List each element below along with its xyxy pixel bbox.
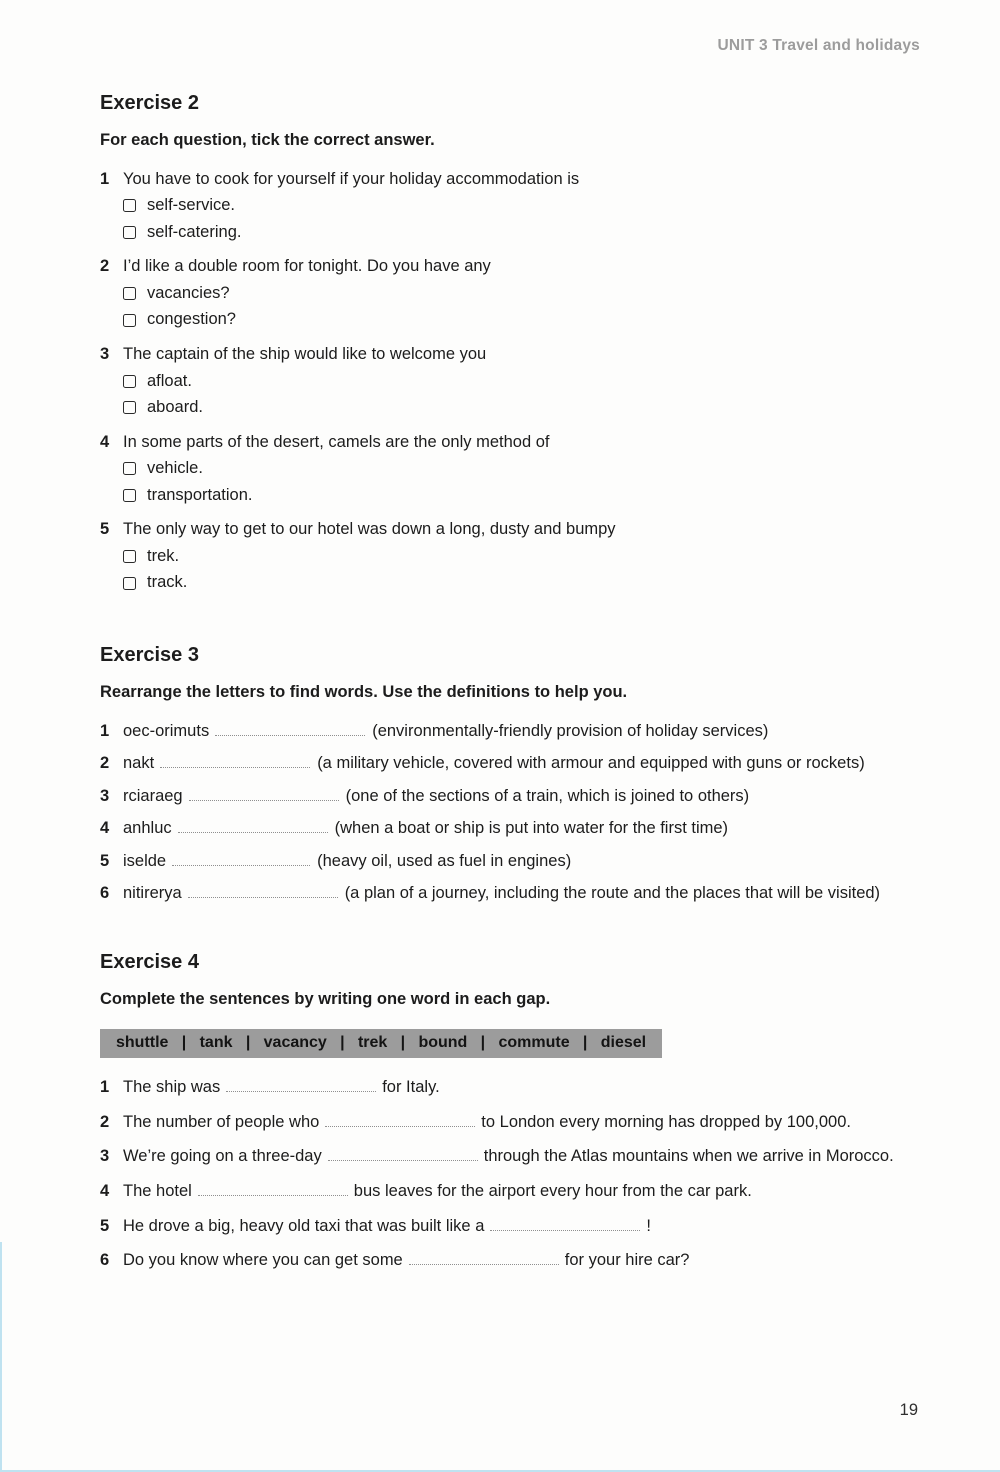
checkbox-icon[interactable]	[123, 550, 136, 563]
option-label: congestion?	[147, 310, 236, 329]
scrambled-word: rciaraeg	[123, 786, 183, 805]
gap-fill-sentence	[100, 1248, 908, 1274]
sentence-number: 6	[100, 1251, 110, 1270]
exercise-4-section	[100, 947, 908, 1274]
option-label: afloat.	[147, 371, 192, 390]
answer-option[interactable]	[123, 307, 908, 333]
exercise-4-title: Exercise 4	[100, 950, 199, 973]
checkbox-icon[interactable]	[123, 489, 136, 502]
item-number: 6	[100, 884, 110, 903]
checkbox-icon[interactable]	[123, 226, 136, 239]
answer-option[interactable]	[123, 544, 908, 570]
gap-fill-sentence	[100, 1075, 908, 1101]
sentence-number: 3	[100, 1147, 110, 1166]
option-label: self-service.	[147, 196, 236, 215]
definition-text: (a military vehicle, covered with armour and equipped with guns or rockets)	[317, 754, 865, 773]
sentence-number: 2	[100, 1112, 110, 1131]
answer-blank[interactable]	[189, 788, 339, 801]
definition-text: (a plan of a journey, including the route and the places that will be visited)	[344, 884, 881, 903]
checkbox-icon[interactable]	[123, 314, 136, 327]
answer-option[interactable]	[123, 456, 908, 482]
question-text: The only way to get to our hotel was down a long, dusty and bumpy	[123, 520, 616, 539]
question-text: The captain of the ship would like to welcome you	[123, 344, 487, 363]
option-label: track.	[147, 573, 188, 592]
scan-artifact	[0, 1242, 2, 1472]
sentence-before: He drove a big, heavy old taxi that was built like a	[123, 1216, 485, 1235]
answer-blank[interactable]	[160, 755, 310, 768]
checkbox-icon[interactable]	[123, 462, 136, 475]
sentence-after: for Italy.	[382, 1078, 440, 1097]
answer-option[interactable]	[123, 570, 908, 596]
answer-blank[interactable]	[328, 1148, 478, 1161]
question	[100, 167, 908, 246]
sentence-before: We’re going on a three-day	[123, 1147, 322, 1166]
answer-option[interactable]	[123, 395, 908, 421]
answer-blank[interactable]	[490, 1218, 640, 1231]
sentence-number: 4	[100, 1181, 110, 1200]
definition-text: (when a boat or ship is put into water for the first time)	[334, 819, 729, 838]
sentence-after: for your hire car?	[564, 1251, 690, 1270]
answer-blank[interactable]	[198, 1183, 348, 1196]
exercise-2-title: Exercise 2	[100, 92, 199, 114]
sentence-after: bus leaves for the airport every hour from the car park.	[353, 1181, 752, 1200]
gap-fill-sentence	[100, 1110, 908, 1136]
anagram-item	[100, 719, 908, 745]
checkbox-icon[interactable]	[123, 199, 136, 212]
item-number: 1	[100, 721, 110, 740]
option-label: vacancies?	[147, 283, 230, 302]
checkbox-icon[interactable]	[123, 401, 136, 414]
question	[100, 254, 908, 333]
scrambled-word: iselde	[123, 851, 167, 870]
exercise-2-instruction: For each question, tick the correct answer.	[100, 131, 435, 149]
anagram-item	[100, 849, 908, 875]
item-number: 2	[100, 754, 110, 773]
option-label: transportation.	[147, 485, 253, 504]
anagram-item	[100, 816, 908, 842]
sentence-after: through the Atlas mountains when we arrive in Morocco.	[483, 1147, 894, 1166]
anagram-item	[100, 784, 908, 810]
scrambled-word: oec-orimuts	[123, 721, 210, 740]
sentence-after: !	[646, 1216, 651, 1235]
scrambled-word: nakt	[123, 754, 155, 773]
sentence-number: 1	[100, 1078, 110, 1097]
sentence-number: 5	[100, 1216, 110, 1235]
sentence-before: The ship was	[123, 1078, 221, 1097]
answer-blank[interactable]	[172, 853, 310, 866]
answer-blank[interactable]	[409, 1252, 559, 1265]
question	[100, 517, 908, 596]
sentence-after: to London every morning has dropped by 100,000.	[481, 1112, 851, 1131]
question-text: In some parts of the desert, camels are the only method of	[123, 432, 550, 451]
checkbox-icon[interactable]	[123, 287, 136, 300]
exercise-3-title: Exercise 3	[100, 644, 199, 666]
exercise-2-section	[100, 88, 908, 596]
option-label: vehicle.	[147, 459, 203, 478]
question-text: You have to cook for yourself if your holiday accommodation is	[123, 169, 580, 188]
question-number: 5	[100, 520, 110, 539]
question-number: 4	[100, 432, 110, 451]
question-number: 1	[100, 169, 110, 188]
exercise-3-section	[100, 640, 908, 907]
checkbox-icon[interactable]	[123, 577, 136, 590]
sentence-before: The number of people who	[123, 1112, 320, 1131]
sentence-before: The hotel	[123, 1181, 192, 1200]
item-number: 5	[100, 851, 110, 870]
answer-option[interactable]	[123, 193, 908, 219]
scrambled-word: nitirerya	[123, 884, 182, 903]
answer-option[interactable]	[123, 220, 908, 246]
question-number: 2	[100, 257, 110, 276]
answer-blank[interactable]	[178, 820, 328, 833]
question-text: I’d like a double room for tonight. Do you have any	[123, 257, 491, 276]
option-label: self-catering.	[147, 222, 242, 241]
exercise-4-instruction: Complete the sentences by writing one word in each gap.	[100, 989, 551, 1008]
answer-option[interactable]	[123, 483, 908, 509]
exercise-3-instruction: Rearrange the letters to find words. Use the definitions to help you.	[100, 683, 628, 701]
answer-blank[interactable]	[215, 723, 365, 736]
page-number: 19	[899, 1401, 918, 1419]
answer-blank[interactable]	[188, 885, 338, 898]
scrambled-word: anhluc	[123, 819, 172, 838]
option-label: aboard.	[147, 398, 203, 417]
gap-fill-sentence	[100, 1144, 908, 1170]
answer-blank[interactable]	[226, 1079, 376, 1092]
anagram-item	[100, 881, 908, 907]
anagram-item	[100, 751, 908, 777]
sentence-before: Do you know where you can get some	[123, 1251, 403, 1270]
definition-text: (environmentally-friendly provision of holiday services)	[372, 721, 769, 740]
word-bank: shuttle | tank | vacancy | trek | bound | commute | diesel	[100, 1029, 662, 1059]
item-number: 4	[100, 819, 110, 838]
question-number: 3	[100, 344, 110, 363]
answer-option[interactable]	[123, 369, 908, 395]
gap-fill-sentence	[100, 1179, 908, 1205]
answer-blank[interactable]	[325, 1114, 475, 1127]
question	[100, 430, 908, 509]
option-label: trek.	[147, 546, 180, 565]
checkbox-icon[interactable]	[123, 375, 136, 388]
unit-header: UNIT 3 Travel and holidays	[717, 37, 920, 54]
definition-text: (one of the sections of a train, which is joined to others)	[345, 786, 750, 805]
item-number: 3	[100, 786, 110, 805]
answer-option[interactable]	[123, 281, 908, 307]
gap-fill-sentence	[100, 1214, 908, 1240]
question	[100, 342, 908, 421]
definition-text: (heavy oil, used as fuel in engines)	[317, 851, 572, 870]
